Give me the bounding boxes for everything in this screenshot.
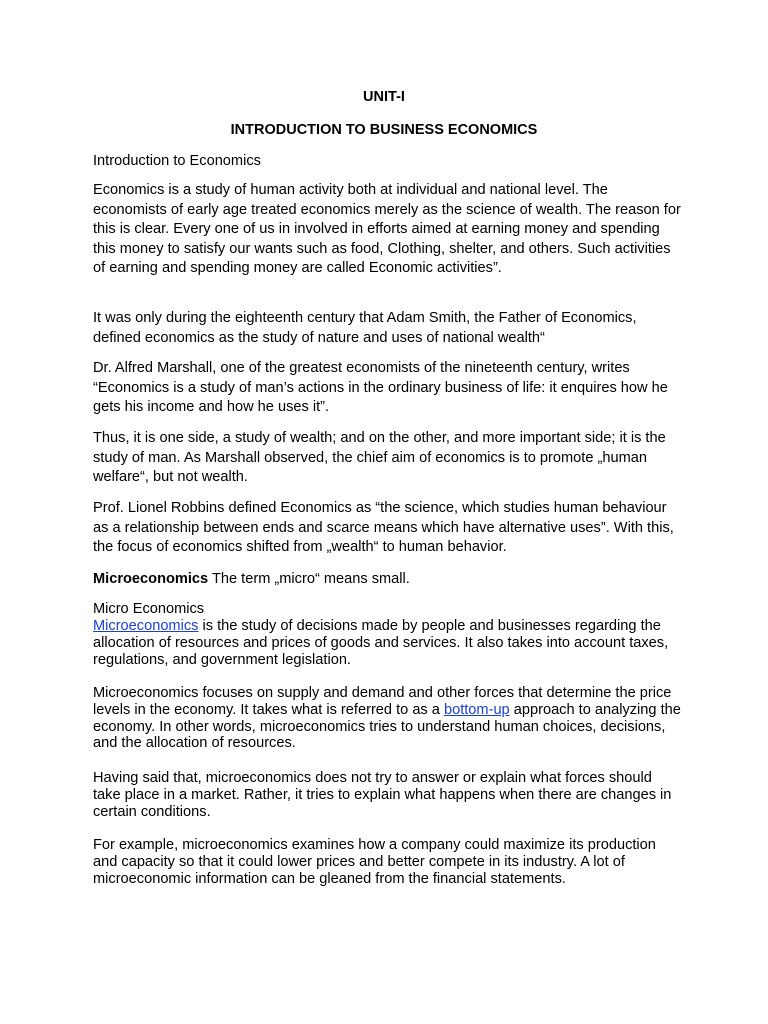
supply-demand-text-end: approach to analyzing the economy. In other words, microeconomics tries to understand human choices, decisions, and the allocation of resources. [93,701,681,752]
microeconomics-link[interactable]: Microeconomics [93,618,199,634]
paragraph-micro-definition [93,618,683,668]
paragraph-economics-definition: Economics is a study of human activity both at individual and national level. The economists of early age treated economics merely as the science of wealth. The reason for this is clear. Every one of us in involved in efforts aimed at earning money and spending this money to satisfy our wants such as food, Clothing, shelter, and others. Such activities of earning and spending money are called Economic activities”. [93,182,681,276]
micro-economics-heading: Micro Economics [93,601,205,617]
paragraph-robbins: Prof. Lionel Robbins defined Economics as “the science, which studies human behaviour as a relationship between ends and scarce means which have alternative uses”. With this, the focus of economics shifted from „wealth“ to human behavior. [93,500,674,555]
paragraph-supply-demand [93,685,683,752]
supply-demand-text-start: Microeconomics focuses on supply and demand and other forces that determine the price levels in the economy. It takes what is referred to as a [93,685,672,718]
page-title: INTRODUCTION TO BUSINESS ECONOMICS [230,122,538,138]
paragraph-marshall: Dr. Alfred Marshall, one of the greatest economists of the nineteenth century, writes “Economics is a study of man’s actions in the ordinary business of life: it enquires how he gets his income and how he uses it”. [93,360,668,415]
paragraph-welfare: Thus, it is one side, a study of wealth; and on the other, and more important side; it is the study of man. As Marshall observed, the chief aim of economics is to promote „human welfare“, but not wealth. [93,430,666,485]
intro-heading: Introduction to Economics [93,153,261,169]
paragraph-adam-smith: It was only during the eighteenth century that Adam Smith, the Father of Economics, defined economics as the study of nature and uses of national wealth“ [93,310,637,346]
micro-definition-text: is the study of decisions made by people and businesses regarding the allocation of resources and prices of goods and services. It also takes into account taxes, regulations, and government legislation. [93,618,669,668]
paragraph-market-forces: Having said that, microeconomics does not try to answer or explain what forces should take place in a market. Rather, it tries to explain what happens when there are changes in certain conditions. [93,770,672,820]
bottom-up-link[interactable]: bottom-up [443,701,510,718]
unit-heading: UNIT-I [363,89,405,105]
microeconomics-term-line [93,570,683,590]
microeconomics-term: Microeconomics [93,571,209,587]
paragraph-example: For example, microeconomics examines how a company could maximize its production and capacity so that it could lower prices and better compete in its industry. A lot of microeconomic information can be gleaned from the financial statements. [93,837,656,887]
microeconomics-term-meaning: The term „micro“ means small. [208,571,410,587]
